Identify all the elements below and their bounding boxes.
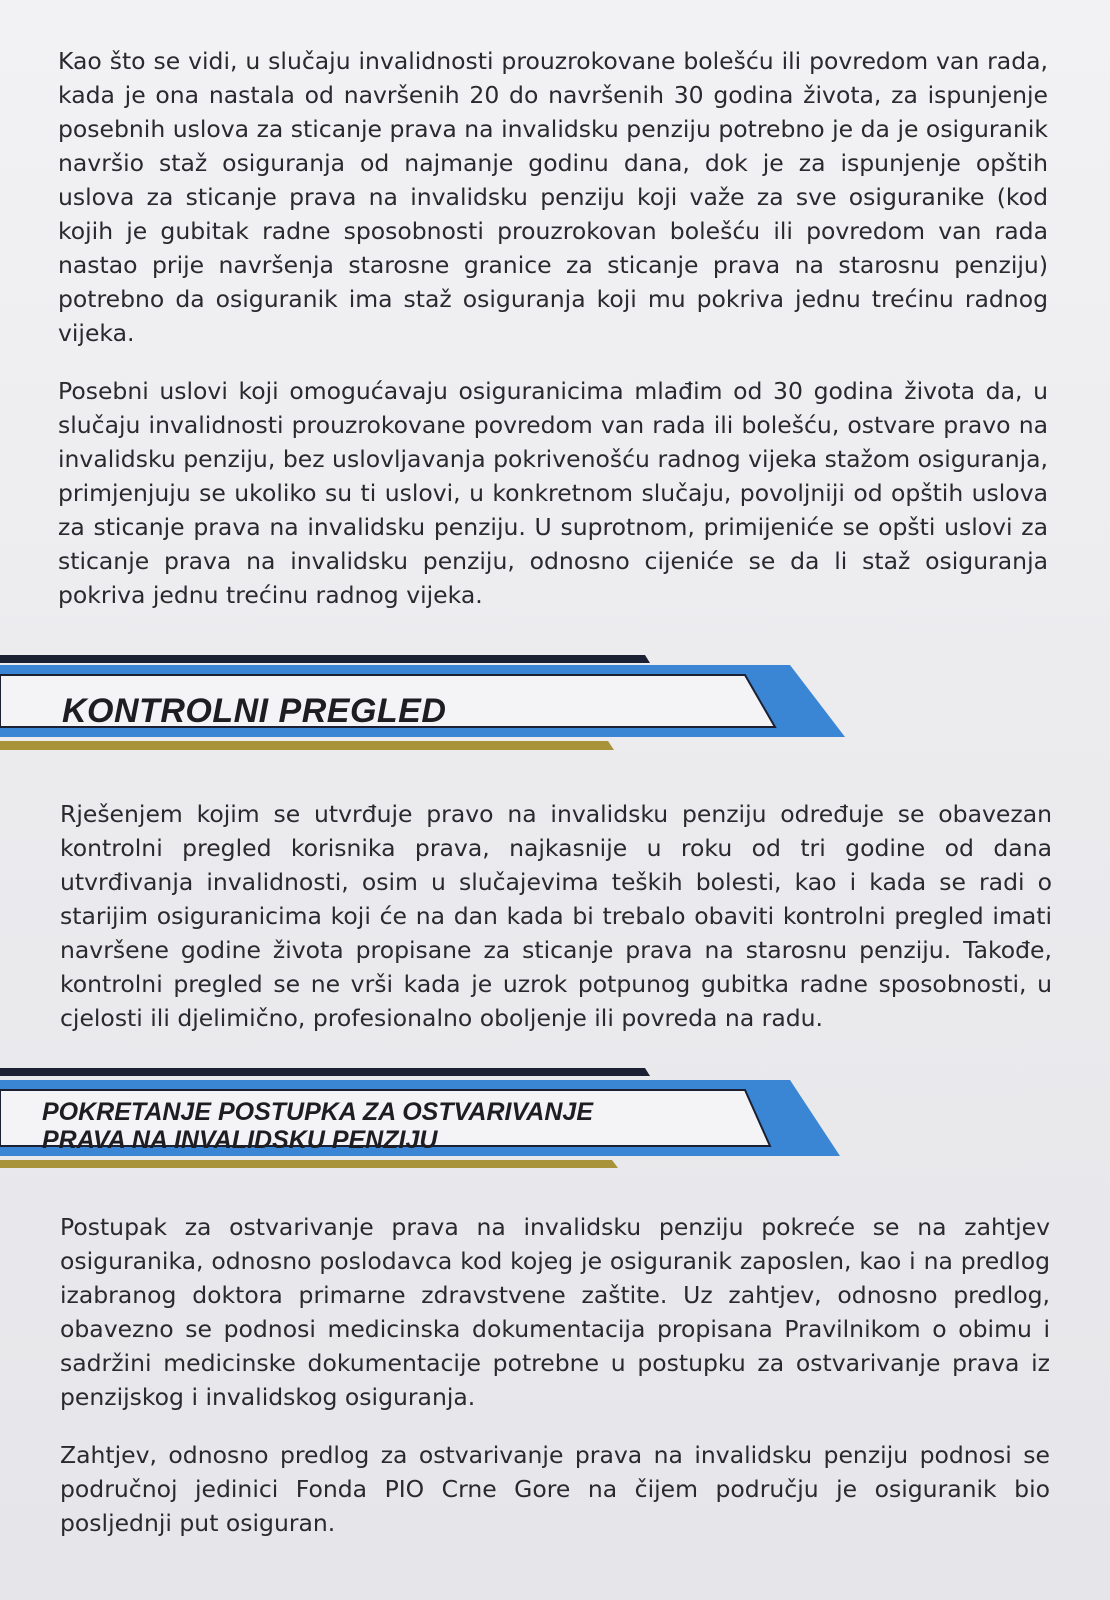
paragraph-special-conditions: Posebni uslovi koji omogućavaju osiguranicima mlađim od 30 godina života da, u slučaju invalidnosti prouzrokovane povredom van rada ili bolešću, ostvare pravo na invalidsku penziju, bez uslovljavanja pokrivenošću radnog vijeka stažom osiguranja, primjenjuju se ukoliko su ti uslovi, u konkretnom slučaju, povoljniji od opštih uslova za sticanje prava na invalidsku penziju. U suprotnom, primijeniće se opšti uslovi za sticanje prava na invalidsku penziju, odnosno cijeniće se da li staž osiguranja pokriva jednu trećinu radnog vijeka. — [58, 377, 1048, 609]
paragraph-control-examination: Rješenjem kojim se utvrđuje pravo na invalidsku penziju određuje se obavezan kontrolni pregled korisnika prava, najkasnije u roku od tri godine od dana utvrđivanja invalidnosti, osim u slučajevima teških bolesti, kao i kada se radi o starijim osiguranicima koji će na dan kada bi trebalo obaviti kontrolni pregled imati navršene godine života propisane za sticanje prava na starosnu penziju. Takođe, kontrolni pregled se ne vrši kada je uzrok potpunog gubitka radne sposobnosti, u cjelosti ili djelimično, profesionalno oboljenje ili povreda na radu. — [60, 800, 1052, 1032]
paragraph-procedure-initiation: Postupak za ostvarivanje prava na invalidsku penziju pokreće se na zahtjev osiguranika, odnosno poslodavca kod kojeg je osiguranik zaposlen, kao i na predlog izabranog doktora primarne zdravstvene zaštite. Uz zahtjev, odnosno predlog, obavezno se podnosi medicinska dokumentacija propisana Pravilnikom o obimu i sadržini medicinske dokumentacije potrebne u postupku za ostvarivanje prava iz penzijskog i invalidskog osiguranja. — [60, 1213, 1050, 1411]
heading-kontrolni-pregled: KONTROLNI PREGLED — [62, 692, 447, 730]
heading-line-2: PRAVA NA INVALIDSKU PENZIJU — [42, 1126, 438, 1154]
paragraph-invalidity-conditions: Kao što se vidi, u slučaju invalidnosti prouzrokovane bolešću ili povredom van rada, kada je ona nastala od navršenih 20 do navršenih 30 godina života, za ispunjenje posebnih uslova za sticanje prava na invalidsku penziju potrebno je da je osiguranik navršio staž osiguranja od najmanje godinu dana, dok je za ispunjenje opštih uslova za sticanje prava na invalidsku penziju koji važe za sve osiguranike (kod kojih je gubitak radne sposobnosti prouzrokovan bolešću ili povredom van rada nastao prije navršenja starosne granice za sticanje prava na starosnu penziju) potrebno da osiguranik ima staž osiguranja koji mu pokriva jednu trećinu radnog vijeka. — [58, 47, 1048, 347]
heading-line-1: POKRETANJE POSTUPKA ZA OSTVARIVANJE — [42, 1098, 593, 1126]
paragraph-request-submission: Zahtjev, odnosno predlog za ostvarivanje prava na invalidsku penziju podnosi se područnoj jedinici Fonda PIO Crne Gore na čijem području je osiguranik bio posljednji put osiguran. — [60, 1441, 1050, 1537]
heading-pokretanje-postupka — [42, 1098, 593, 1154]
